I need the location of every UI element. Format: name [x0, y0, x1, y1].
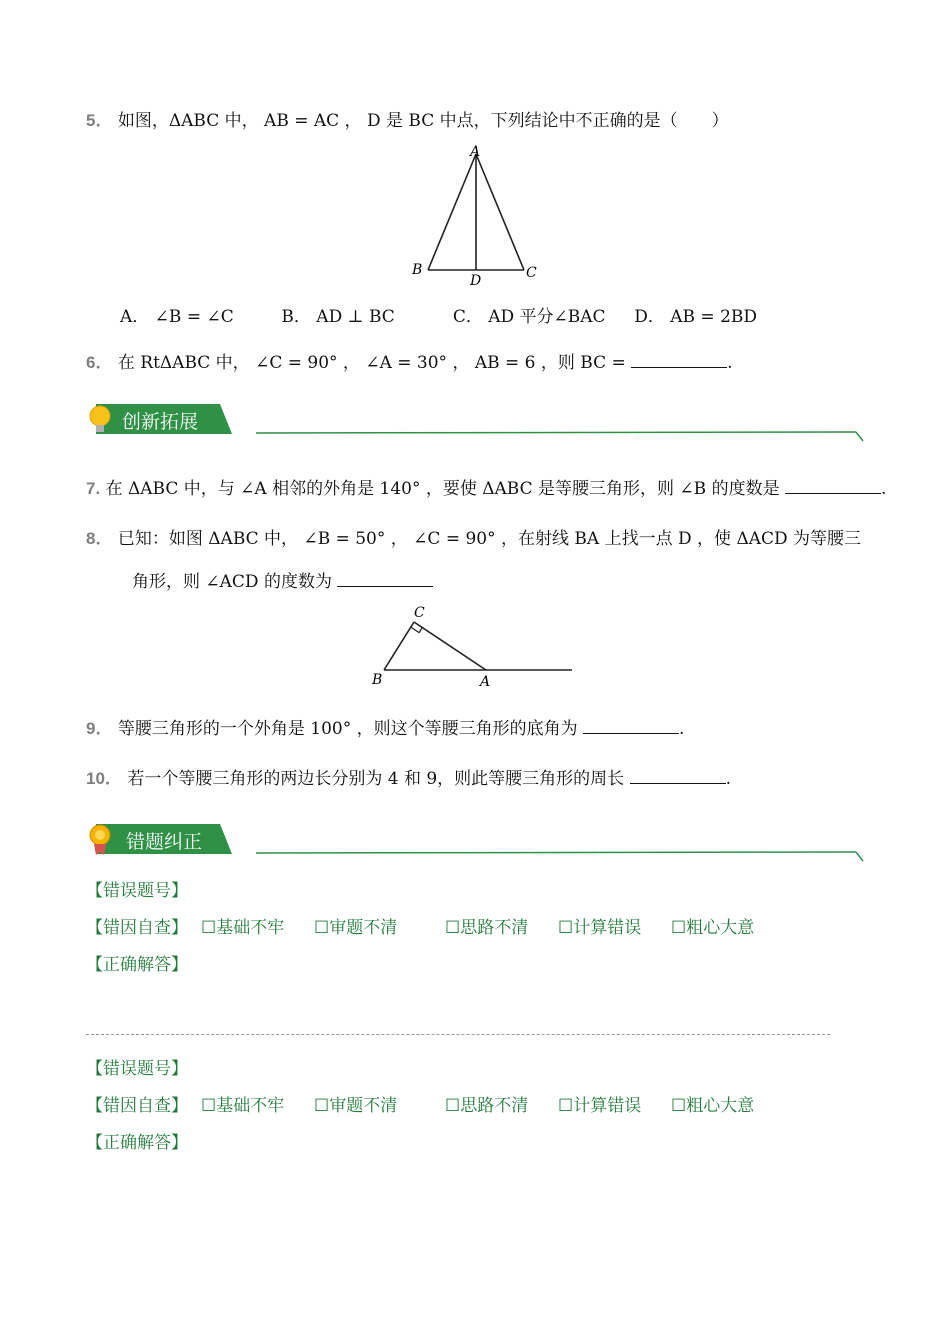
q5-option-b: B． AD ⊥ BC: [281, 307, 395, 327]
banner-correction-rule-tail: [856, 852, 863, 861]
q9-answer-blank[interactable]: [583, 719, 679, 734]
q5-option-c: C． AD 平分∠BAC: [452, 307, 606, 327]
review2-check-careless[interactable]: ☐粗心大意: [671, 1096, 755, 1116]
q5-option-d: D． AB = 2BD: [634, 307, 758, 327]
q8-text-line1: 已知：如图 ΔABC 中， ∠B = 50° ， ∠C = 90° ，在射线 BA 上找一点 D ，使 ΔACD 为等腰三: [117, 529, 862, 549]
q10: [86, 764, 731, 789]
banner-correction-title: 错题纠正: [126, 831, 203, 853]
q5-side-ab: [428, 154, 476, 270]
q8-side-bc: [384, 622, 414, 670]
banner-innovation-rule-tail: [856, 432, 863, 441]
review1-check-reading[interactable]: ☐审题不清: [314, 918, 398, 938]
q8-label-b: B: [372, 672, 383, 688]
q5-label-b: B: [412, 262, 423, 278]
q8-answer-blank[interactable]: [337, 572, 433, 587]
q5-side-ac: [476, 154, 524, 270]
review1-wrong-number: 【错误题号】: [86, 881, 188, 901]
q10-text: 若一个等腰三角形的两边长分别为 4 和 9，则此等腰三角形的周长: [127, 769, 625, 789]
q9-number: 9．: [86, 719, 113, 738]
banner-innovation-rule: [256, 432, 856, 433]
q5-stem: [86, 106, 729, 131]
q7-period: .: [880, 479, 887, 499]
review1-cause-label: 【错因自查】: [86, 918, 188, 938]
review2-check-calculation[interactable]: ☐计算错误: [558, 1096, 642, 1116]
review2-wrong-number: 【错误题号】: [86, 1059, 188, 1079]
q6-number: 6．: [86, 353, 113, 372]
q5-label-a: A: [470, 144, 481, 160]
q8-line2: [132, 567, 433, 592]
q5-option-a: A． ∠B = ∠C: [120, 307, 234, 327]
review2-cause-row: [86, 1091, 188, 1116]
review2-check-reading[interactable]: ☐审题不清: [314, 1096, 398, 1116]
review-divider: [86, 1034, 830, 1035]
q9: [86, 714, 684, 739]
q7: [86, 474, 886, 499]
q8-right-angle-mark: [411, 627, 423, 633]
q7-answer-blank[interactable]: [785, 479, 881, 494]
review1-check-careless[interactable]: ☐粗心大意: [671, 918, 755, 938]
review2-correct-answer: 【正确解答】: [86, 1133, 188, 1153]
banner-correction: [86, 822, 876, 866]
q5-text: 如图，ΔABC 中， AB = AC ， D 是 BC 中点，下列结论中不正确的是（ ）: [117, 111, 729, 131]
q8-side-ca: [414, 622, 486, 670]
review1-check-thinking[interactable]: ☐思路不清: [445, 918, 529, 938]
review2-check-thinking[interactable]: ☐思路不清: [445, 1096, 529, 1116]
q10-answer-blank[interactable]: [630, 769, 726, 784]
q6-answer-blank[interactable]: [631, 353, 727, 368]
q6-period: .: [727, 353, 733, 373]
q5-label-d: D: [470, 273, 482, 289]
q5-label-c: C: [526, 265, 537, 281]
lightbulb-base: [96, 425, 104, 432]
q10-number: 10．: [86, 769, 122, 788]
q8-number: 8．: [86, 529, 113, 548]
q10-period: .: [725, 769, 731, 789]
q8-label-a: A: [480, 674, 491, 690]
review1-cause-row: [86, 913, 188, 938]
q7-text: 在 ΔABC 中，与 ∠A 相邻的外角是 140° ，要使 ΔABC 是等腰三角形，则 ∠B 的度数是: [105, 479, 780, 499]
q8-line1: [86, 524, 861, 549]
q5-options: [120, 302, 773, 327]
q8-figure: [366, 600, 578, 692]
q6: [86, 348, 733, 373]
q7-number: 7.: [86, 479, 101, 498]
q5-figure: [400, 140, 550, 290]
q6-text: 在 RtΔABC 中， ∠C = 90° ， ∠A = 30° ， AB = 6 ，则 BC =: [117, 353, 626, 373]
q9-text: 等腰三角形的一个外角是 100° ，则这个等腰三角形的底角为: [117, 719, 578, 739]
banner-innovation: [86, 402, 876, 446]
banner-correction-rule: [256, 852, 856, 853]
lightbulb-icon: [90, 406, 110, 426]
medal-icon-center: [95, 830, 105, 840]
review1-correct-answer: 【正确解答】: [86, 955, 188, 975]
q8-text-line2: 角形，则 ∠ACD 的度数为: [132, 572, 332, 592]
review2-check-basic[interactable]: ☐基础不牢: [201, 1096, 285, 1116]
review1-check-basic[interactable]: ☐基础不牢: [201, 918, 285, 938]
q9-period: .: [679, 719, 685, 739]
review1-check-calculation[interactable]: ☐计算错误: [558, 918, 642, 938]
q5-number: 5．: [86, 111, 113, 130]
review2-cause-label: 【错因自查】: [86, 1096, 188, 1116]
banner-innovation-title: 创新拓展: [122, 411, 199, 433]
q8-label-c: C: [414, 605, 425, 621]
